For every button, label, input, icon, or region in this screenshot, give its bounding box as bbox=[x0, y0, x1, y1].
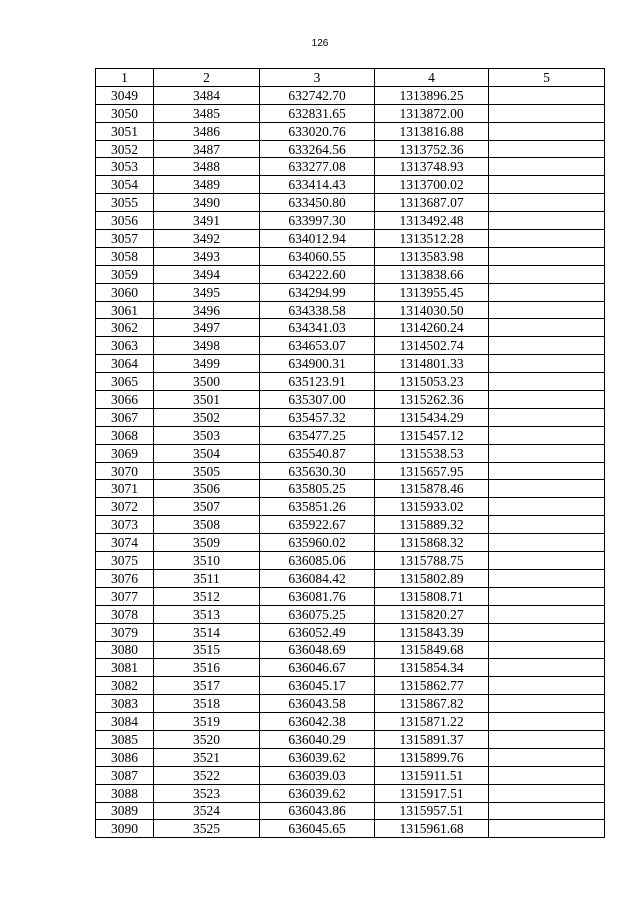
table-cell-col-5 bbox=[489, 230, 605, 248]
table-cell-col-2: 3510 bbox=[154, 552, 260, 570]
table-cell-col-2: 3507 bbox=[154, 498, 260, 516]
table-cell-col-5 bbox=[489, 534, 605, 552]
table-cell-col-3: 636042.38 bbox=[260, 713, 375, 731]
table-cell-col-1: 3052 bbox=[96, 140, 154, 158]
table-cell-col-4: 1315802.89 bbox=[375, 569, 489, 587]
column-header-1: 1 bbox=[96, 69, 154, 87]
table-cell-col-3: 636039.03 bbox=[260, 766, 375, 784]
table-cell-col-1: 3073 bbox=[96, 516, 154, 534]
table-cell-col-4: 1315891.37 bbox=[375, 730, 489, 748]
table-cell-col-5 bbox=[489, 713, 605, 731]
table-row bbox=[96, 140, 605, 158]
table-cell-col-3: 634294.99 bbox=[260, 283, 375, 301]
table-cell-col-3: 636046.67 bbox=[260, 659, 375, 677]
table-cell-col-3: 632742.70 bbox=[260, 86, 375, 104]
table-cell-col-2: 3514 bbox=[154, 623, 260, 641]
table-cell-col-3: 634900.31 bbox=[260, 355, 375, 373]
table-cell-col-1: 3076 bbox=[96, 569, 154, 587]
table-cell-col-2: 3512 bbox=[154, 587, 260, 605]
table-cell-col-4: 1315434.29 bbox=[375, 408, 489, 426]
column-header-2: 2 bbox=[154, 69, 260, 87]
table-cell-col-3: 636043.86 bbox=[260, 802, 375, 820]
table-row bbox=[96, 730, 605, 748]
table-cell-col-2: 3504 bbox=[154, 444, 260, 462]
table-cell-col-4: 1313748.93 bbox=[375, 158, 489, 176]
table-cell-col-2: 3523 bbox=[154, 784, 260, 802]
table-row bbox=[96, 426, 605, 444]
table-cell-col-3: 633277.08 bbox=[260, 158, 375, 176]
table-cell-col-5 bbox=[489, 408, 605, 426]
table-cell-col-2: 3495 bbox=[154, 283, 260, 301]
table-cell-col-3: 634060.55 bbox=[260, 247, 375, 265]
table-row bbox=[96, 462, 605, 480]
table-row bbox=[96, 265, 605, 283]
table-cell-col-5 bbox=[489, 587, 605, 605]
table-cell-col-3: 636043.58 bbox=[260, 695, 375, 713]
table-cell-col-5 bbox=[489, 104, 605, 122]
table-cell-col-4: 1315849.68 bbox=[375, 641, 489, 659]
table-cell-col-5 bbox=[489, 748, 605, 766]
table-cell-col-1: 3059 bbox=[96, 265, 154, 283]
table-cell-col-1: 3079 bbox=[96, 623, 154, 641]
table-row bbox=[96, 444, 605, 462]
table-cell-col-5 bbox=[489, 552, 605, 570]
table-cell-col-5 bbox=[489, 605, 605, 623]
table-cell-col-3: 636039.62 bbox=[260, 748, 375, 766]
table-cell-col-3: 634338.58 bbox=[260, 301, 375, 319]
table-cell-col-4: 1315788.75 bbox=[375, 552, 489, 570]
table-cell-col-2: 3498 bbox=[154, 337, 260, 355]
table-cell-col-3: 632831.65 bbox=[260, 104, 375, 122]
table-cell-col-1: 3050 bbox=[96, 104, 154, 122]
table-cell-col-4: 1313512.28 bbox=[375, 230, 489, 248]
table-cell-col-4: 1315889.32 bbox=[375, 516, 489, 534]
table-cell-col-1: 3065 bbox=[96, 373, 154, 391]
table-cell-col-3: 634222.60 bbox=[260, 265, 375, 283]
table-row bbox=[96, 552, 605, 570]
table-cell-col-5 bbox=[489, 820, 605, 838]
table-header-row bbox=[96, 69, 605, 87]
table-row bbox=[96, 319, 605, 337]
table-row bbox=[96, 713, 605, 731]
table-cell-col-1: 3084 bbox=[96, 713, 154, 731]
table-cell-col-5 bbox=[489, 569, 605, 587]
table-row bbox=[96, 605, 605, 623]
table-cell-col-2: 3506 bbox=[154, 480, 260, 498]
column-header-4: 4 bbox=[375, 69, 489, 87]
table-cell-col-3: 636052.49 bbox=[260, 623, 375, 641]
table-cell-col-4: 1315933.02 bbox=[375, 498, 489, 516]
table-cell-col-3: 636075.25 bbox=[260, 605, 375, 623]
table-cell-col-2: 3525 bbox=[154, 820, 260, 838]
table-cell-col-3: 633997.30 bbox=[260, 212, 375, 230]
table-cell-col-5 bbox=[489, 337, 605, 355]
table-row bbox=[96, 569, 605, 587]
table-cell-col-3: 633414.43 bbox=[260, 176, 375, 194]
table-cell-col-5 bbox=[489, 86, 605, 104]
table-cell-col-1: 3075 bbox=[96, 552, 154, 570]
table-cell-col-1: 3074 bbox=[96, 534, 154, 552]
table-cell-col-5 bbox=[489, 766, 605, 784]
table-cell-col-3: 634653.07 bbox=[260, 337, 375, 355]
table-cell-col-2: 3505 bbox=[154, 462, 260, 480]
table-row bbox=[96, 391, 605, 409]
table-row bbox=[96, 480, 605, 498]
table-cell-col-3: 636045.65 bbox=[260, 820, 375, 838]
table-cell-col-4: 1313700.02 bbox=[375, 176, 489, 194]
table-cell-col-5 bbox=[489, 695, 605, 713]
table-row bbox=[96, 212, 605, 230]
table-row bbox=[96, 86, 605, 104]
table-cell-col-1: 3077 bbox=[96, 587, 154, 605]
coordinates-table bbox=[95, 68, 605, 838]
table-cell-col-1: 3063 bbox=[96, 337, 154, 355]
table-row bbox=[96, 641, 605, 659]
table-row bbox=[96, 695, 605, 713]
table-cell-col-1: 3087 bbox=[96, 766, 154, 784]
table-cell-col-5 bbox=[489, 391, 605, 409]
table-cell-col-2: 3491 bbox=[154, 212, 260, 230]
table-cell-col-5 bbox=[489, 516, 605, 534]
table-cell-col-1: 3090 bbox=[96, 820, 154, 838]
table-cell-col-3: 635851.26 bbox=[260, 498, 375, 516]
table-cell-col-2: 3490 bbox=[154, 194, 260, 212]
table-body bbox=[96, 86, 605, 837]
table-row bbox=[96, 766, 605, 784]
table-row bbox=[96, 373, 605, 391]
table-cell-col-2: 3489 bbox=[154, 176, 260, 194]
table-cell-col-1: 3082 bbox=[96, 677, 154, 695]
table-cell-col-3: 635123.91 bbox=[260, 373, 375, 391]
table-cell-col-4: 1315262.36 bbox=[375, 391, 489, 409]
table-cell-col-1: 3060 bbox=[96, 283, 154, 301]
table-cell-col-4: 1315961.68 bbox=[375, 820, 489, 838]
table-cell-col-2: 3520 bbox=[154, 730, 260, 748]
table-cell-col-3: 636045.17 bbox=[260, 677, 375, 695]
table-row bbox=[96, 337, 605, 355]
table-row bbox=[96, 659, 605, 677]
table-cell-col-2: 3513 bbox=[154, 605, 260, 623]
table-row bbox=[96, 516, 605, 534]
table-cell-col-3: 636039.62 bbox=[260, 784, 375, 802]
table-cell-col-3: 633020.76 bbox=[260, 122, 375, 140]
table-cell-col-3: 636048.69 bbox=[260, 641, 375, 659]
table-cell-col-4: 1315878.46 bbox=[375, 480, 489, 498]
table-cell-col-4: 1313687.07 bbox=[375, 194, 489, 212]
table-cell-col-3: 636084.42 bbox=[260, 569, 375, 587]
table-cell-col-2: 3519 bbox=[154, 713, 260, 731]
table-cell-col-2: 3484 bbox=[154, 86, 260, 104]
table-cell-col-5 bbox=[489, 802, 605, 820]
table-cell-col-3: 635805.25 bbox=[260, 480, 375, 498]
table-cell-col-5 bbox=[489, 677, 605, 695]
table-cell-col-5 bbox=[489, 462, 605, 480]
table-row bbox=[96, 587, 605, 605]
table-cell-col-5 bbox=[489, 158, 605, 176]
table-cell-col-5 bbox=[489, 283, 605, 301]
table-cell-col-1: 3053 bbox=[96, 158, 154, 176]
column-header-5: 5 bbox=[489, 69, 605, 87]
table-cell-col-3: 635630.30 bbox=[260, 462, 375, 480]
table-cell-col-3: 636040.29 bbox=[260, 730, 375, 748]
table-cell-col-4: 1314030.50 bbox=[375, 301, 489, 319]
table-cell-col-2: 3493 bbox=[154, 247, 260, 265]
table-cell-col-3: 635960.02 bbox=[260, 534, 375, 552]
page-number: 126 bbox=[311, 38, 329, 49]
table-cell-col-1: 3080 bbox=[96, 641, 154, 659]
table-cell-col-3: 633450.80 bbox=[260, 194, 375, 212]
table-cell-col-4: 1315917.51 bbox=[375, 784, 489, 802]
table-cell-col-1: 3057 bbox=[96, 230, 154, 248]
table-cell-col-5 bbox=[489, 641, 605, 659]
table-cell-col-1: 3081 bbox=[96, 659, 154, 677]
table-cell-col-3: 634341.03 bbox=[260, 319, 375, 337]
table-cell-col-4: 1315868.32 bbox=[375, 534, 489, 552]
table-cell-col-2: 3492 bbox=[154, 230, 260, 248]
table-row bbox=[96, 820, 605, 838]
table-row bbox=[96, 802, 605, 820]
table-cell-col-2: 3508 bbox=[154, 516, 260, 534]
table-row bbox=[96, 677, 605, 695]
table-row bbox=[96, 498, 605, 516]
table-row bbox=[96, 158, 605, 176]
table-cell-col-1: 3056 bbox=[96, 212, 154, 230]
table-cell-col-2: 3511 bbox=[154, 569, 260, 587]
table-cell-col-2: 3487 bbox=[154, 140, 260, 158]
table-cell-col-5 bbox=[489, 480, 605, 498]
table-row bbox=[96, 194, 605, 212]
table-cell-col-4: 1315899.76 bbox=[375, 748, 489, 766]
table-cell-col-4: 1315053.23 bbox=[375, 373, 489, 391]
table-cell-col-1: 3055 bbox=[96, 194, 154, 212]
table-cell-col-4: 1315843.39 bbox=[375, 623, 489, 641]
table-cell-col-2: 3502 bbox=[154, 408, 260, 426]
table-cell-col-1: 3088 bbox=[96, 784, 154, 802]
table-cell-col-2: 3501 bbox=[154, 391, 260, 409]
table-cell-col-2: 3521 bbox=[154, 748, 260, 766]
table-cell-col-3: 636081.76 bbox=[260, 587, 375, 605]
table-cell-col-5 bbox=[489, 659, 605, 677]
table-row bbox=[96, 283, 605, 301]
table-cell-col-1: 3069 bbox=[96, 444, 154, 462]
table-cell-col-4: 1315657.95 bbox=[375, 462, 489, 480]
table-cell-col-2: 3496 bbox=[154, 301, 260, 319]
table-cell-col-3: 634012.94 bbox=[260, 230, 375, 248]
table-cell-col-1: 3089 bbox=[96, 802, 154, 820]
table-cell-col-4: 1315867.82 bbox=[375, 695, 489, 713]
table-cell-col-4: 1314502.74 bbox=[375, 337, 489, 355]
table-cell-col-5 bbox=[489, 247, 605, 265]
table-cell-col-2: 3515 bbox=[154, 641, 260, 659]
table-cell-col-4: 1315538.53 bbox=[375, 444, 489, 462]
table-cell-col-2: 3499 bbox=[154, 355, 260, 373]
table-cell-col-5 bbox=[489, 784, 605, 802]
table-cell-col-1: 3051 bbox=[96, 122, 154, 140]
table-cell-col-4: 1314260.24 bbox=[375, 319, 489, 337]
table-cell-col-5 bbox=[489, 426, 605, 444]
table-cell-col-4: 1315871.22 bbox=[375, 713, 489, 731]
table-row bbox=[96, 408, 605, 426]
table-cell-col-4: 1315820.27 bbox=[375, 605, 489, 623]
table-cell-col-5 bbox=[489, 176, 605, 194]
table-row bbox=[96, 247, 605, 265]
table-row bbox=[96, 534, 605, 552]
table-cell-col-4: 1315457.12 bbox=[375, 426, 489, 444]
table-cell-col-4: 1313838.66 bbox=[375, 265, 489, 283]
table-cell-col-4: 1313872.00 bbox=[375, 104, 489, 122]
table-cell-col-5 bbox=[489, 319, 605, 337]
table-cell-col-2: 3486 bbox=[154, 122, 260, 140]
table-cell-col-4: 1313955.45 bbox=[375, 283, 489, 301]
table-cell-col-3: 635922.67 bbox=[260, 516, 375, 534]
table-cell-col-1: 3062 bbox=[96, 319, 154, 337]
table-cell-col-1: 3068 bbox=[96, 426, 154, 444]
table-cell-col-1: 3061 bbox=[96, 301, 154, 319]
table-cell-col-4: 1315854.34 bbox=[375, 659, 489, 677]
table-cell-col-4: 1313752.36 bbox=[375, 140, 489, 158]
table-cell-col-5 bbox=[489, 730, 605, 748]
table-cell-col-3: 635307.00 bbox=[260, 391, 375, 409]
table-cell-col-3: 635457.32 bbox=[260, 408, 375, 426]
table-cell-col-5 bbox=[489, 355, 605, 373]
table-cell-col-5 bbox=[489, 122, 605, 140]
table-cell-col-5 bbox=[489, 265, 605, 283]
table-cell-col-2: 3518 bbox=[154, 695, 260, 713]
table-cell-col-2: 3524 bbox=[154, 802, 260, 820]
table-row bbox=[96, 230, 605, 248]
table-cell-col-4: 1313492.48 bbox=[375, 212, 489, 230]
table-cell-col-1: 3085 bbox=[96, 730, 154, 748]
table-row bbox=[96, 748, 605, 766]
table-cell-col-5 bbox=[489, 498, 605, 516]
table-cell-col-2: 3503 bbox=[154, 426, 260, 444]
table-cell-col-1: 3064 bbox=[96, 355, 154, 373]
table-cell-col-2: 3509 bbox=[154, 534, 260, 552]
table-cell-col-1: 3067 bbox=[96, 408, 154, 426]
table-cell-col-5 bbox=[489, 373, 605, 391]
table-cell-col-3: 635477.25 bbox=[260, 426, 375, 444]
table-cell-col-2: 3494 bbox=[154, 265, 260, 283]
table-cell-col-2: 3517 bbox=[154, 677, 260, 695]
table-cell-col-4: 1315862.77 bbox=[375, 677, 489, 695]
table-cell-col-4: 1315957.51 bbox=[375, 802, 489, 820]
table-cell-col-4: 1313896.25 bbox=[375, 86, 489, 104]
table-cell-col-5 bbox=[489, 212, 605, 230]
table-cell-col-5 bbox=[489, 140, 605, 158]
table-cell-col-2: 3497 bbox=[154, 319, 260, 337]
table-cell-col-2: 3500 bbox=[154, 373, 260, 391]
table-cell-col-4: 1313816.88 bbox=[375, 122, 489, 140]
table-row bbox=[96, 122, 605, 140]
table-cell-col-1: 3070 bbox=[96, 462, 154, 480]
table-row bbox=[96, 784, 605, 802]
table-cell-col-1: 3072 bbox=[96, 498, 154, 516]
table-cell-col-1: 3071 bbox=[96, 480, 154, 498]
table-cell-col-2: 3488 bbox=[154, 158, 260, 176]
table-cell-col-4: 1315808.71 bbox=[375, 587, 489, 605]
table-cell-col-1: 3078 bbox=[96, 605, 154, 623]
table-cell-col-4: 1315911.51 bbox=[375, 766, 489, 784]
table-row bbox=[96, 104, 605, 122]
table-cell-col-4: 1313583.98 bbox=[375, 247, 489, 265]
table-cell-col-4: 1314801.33 bbox=[375, 355, 489, 373]
table-cell-col-5 bbox=[489, 194, 605, 212]
table-cell-col-1: 3058 bbox=[96, 247, 154, 265]
table-row bbox=[96, 355, 605, 373]
column-header-3: 3 bbox=[260, 69, 375, 87]
table-cell-col-5 bbox=[489, 623, 605, 641]
table-cell-col-3: 633264.56 bbox=[260, 140, 375, 158]
table-row bbox=[96, 301, 605, 319]
table-cell-col-3: 636085.06 bbox=[260, 552, 375, 570]
table-cell-col-5 bbox=[489, 301, 605, 319]
table-cell-col-1: 3066 bbox=[96, 391, 154, 409]
table-cell-col-5 bbox=[489, 444, 605, 462]
table-row bbox=[96, 623, 605, 641]
table-cell-col-1: 3086 bbox=[96, 748, 154, 766]
table-cell-col-1: 3049 bbox=[96, 86, 154, 104]
table-cell-col-2: 3485 bbox=[154, 104, 260, 122]
table-cell-col-1: 3083 bbox=[96, 695, 154, 713]
table-cell-col-2: 3522 bbox=[154, 766, 260, 784]
table-cell-col-3: 635540.87 bbox=[260, 444, 375, 462]
table-cell-col-2: 3516 bbox=[154, 659, 260, 677]
table-cell-col-1: 3054 bbox=[96, 176, 154, 194]
table-row bbox=[96, 176, 605, 194]
